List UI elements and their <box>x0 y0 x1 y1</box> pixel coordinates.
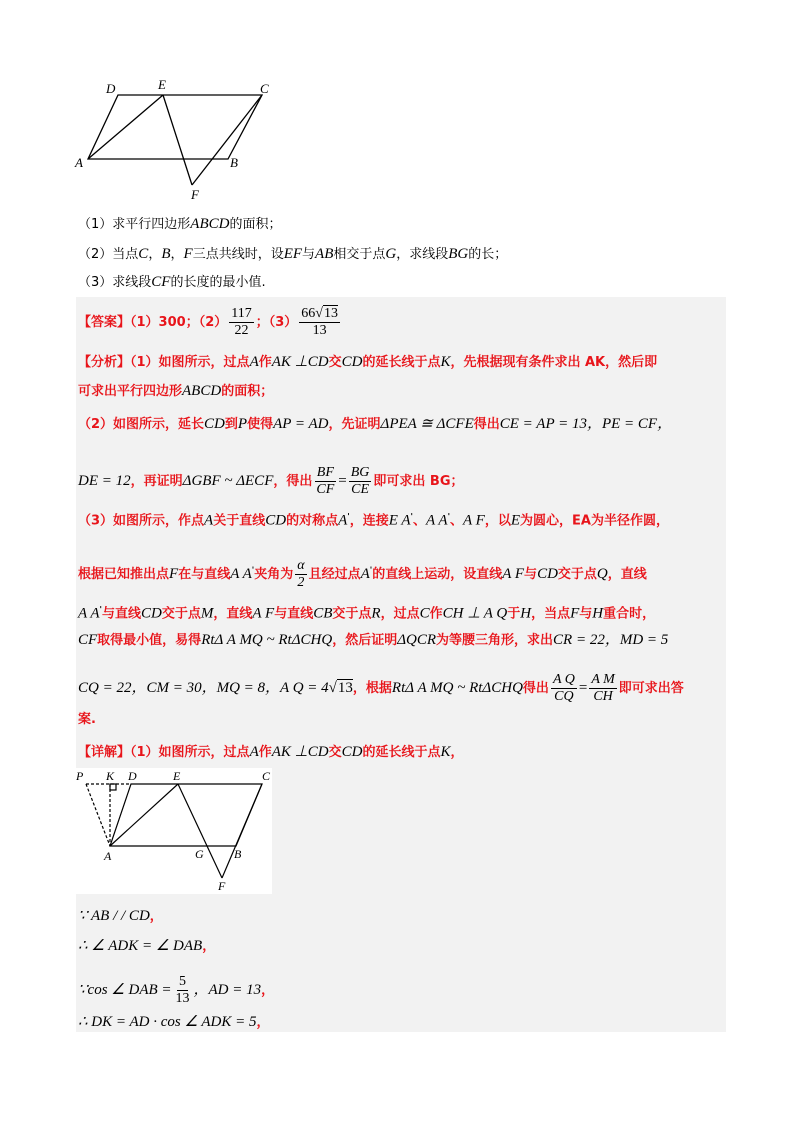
dashed-pa <box>86 784 110 846</box>
fraction-alpha-2: $\frac{\alpha}{2}$ <box>297 558 305 590</box>
analysis-line-1: 【分析】（1）如图所示，过点A作AK ⊥CD交CD的延长线于点K，先根据现有条件求出 AK，然后即 <box>78 354 658 370</box>
point-label-e2: E <box>173 769 181 783</box>
analysis-line-3: （2）如图所示，延长CD到P使得AP = AD，先证明ΔPEA ≅ ΔCFE得出CE = AP = 13，PE = CF， <box>78 416 673 432</box>
right-angle-mark <box>110 784 116 790</box>
question-2: （2）当点C，B，F三点共线时，设EF与AB相交于点G，求线段BG的长； <box>78 246 508 262</box>
question-3: （3）求线段CF的长度的最小值. <box>78 274 266 290</box>
question-1: （1）求平行四边形ABCD的面积； <box>78 216 282 232</box>
detail-step-3: ∵cos ∠ DAB = $\frac{5}{13}$ ，AD = 13， <box>78 974 275 1006</box>
analysis-line-4: DE = 12，再证明ΔGBF ~ ΔECF，得出 $\frac{BF}{CF}$ = $\frac{BG}{CE}$ 即可求出 BG； <box>78 465 464 497</box>
segment-fc <box>192 95 262 185</box>
point-label-g: G <box>195 847 204 861</box>
answer-fraction-3: $\frac{66√13}{13}$ <box>301 306 338 338</box>
solution-panel <box>76 297 726 1032</box>
point-label-a2: A <box>104 849 112 863</box>
segment-ef-2 <box>178 784 222 878</box>
point-label-b: B <box>230 155 238 170</box>
point-label-c: C <box>260 81 269 96</box>
fraction-am-ch: $\frac{\text{A M}}{CH}$ <box>591 672 615 704</box>
analysis-line-10: 案. <box>78 712 96 727</box>
point-label-f2: F <box>218 879 226 893</box>
detail-line-1: 【详解】（1）如图所示，过点A作AK ⊥CD交CD的延长线于点K， <box>78 744 464 760</box>
parallelogram-figure <box>70 75 280 205</box>
fraction-bg-ce: $\frac{BG}{CE}$ <box>350 465 370 497</box>
point-label-b2: B <box>234 847 242 861</box>
detail-step-4: ∴ DK = AD · cos ∠ ADK = 5， <box>78 1014 270 1030</box>
point-label-d2: D <box>128 769 137 783</box>
analysis-line-5: （3）如图所示，作点A关于直线CD的对称点A'，连接E A'、A A'、A F，以E为圆心，EA为半径作圆， <box>78 512 670 529</box>
point-label-d: D <box>106 81 116 96</box>
fraction-5-13: $\frac{5}{13}$ <box>175 974 190 1006</box>
detail-step-2: ∴ ∠ ADK = ∠ DAB， <box>78 938 216 954</box>
answer-fraction-2: $\frac{117}{22}$ <box>231 306 252 338</box>
segment-fc-2 <box>222 784 262 878</box>
fraction-bf-cf: $\frac{BF}{CF}$ <box>316 465 335 497</box>
analysis-line-6: 根据已知推出点F在与直线A A'夹角为 $\frac{\alpha}{2}$ 且经过点A'的直线上运动，设直线A F与CD交于点Q，直线 <box>78 558 647 590</box>
fraction-aq-cq: $\frac{\text{A Q}}{CQ}$ <box>552 672 575 704</box>
segment-ef <box>163 95 192 185</box>
point-label-e: E <box>158 77 166 92</box>
parallelogram-abcd <box>88 95 262 159</box>
detail-step-1: ∵ AB / / CD， <box>78 908 163 924</box>
construction-figure <box>76 768 272 894</box>
point-label-k: K <box>106 769 115 783</box>
point-label-p: P <box>76 769 84 783</box>
point-label-a: A <box>75 155 83 170</box>
analysis-line-2: 可求出平行四边形ABCD的面积； <box>78 383 274 399</box>
point-label-c2: C <box>262 769 271 783</box>
analysis-line-8: CF取得最小值，易得RtΔ A MQ ~ RtΔCHQ，然后证明ΔQCR为等腰三角形，求出CR = 22，MD = 5 <box>78 632 669 648</box>
analysis-line-9: CQ = 22，CM = 30，MQ = 8，A Q = 4√13，根据RtΔ A MQ ~ RtΔCHQ得出 $\frac{\text{A Q}}{CQ}$ = $\frac{\text{A M}}{CH}$ 即可求出答 <box>78 672 684 704</box>
segment-ae <box>88 95 163 159</box>
answer-line: 【答案】（1）300；（2） $\frac{117}{22}$ ；（3） $\frac{66√13}{13}$ <box>78 306 338 338</box>
point-label-f: F <box>191 187 199 202</box>
analysis-line-7: A A'与直线CD交于点M，直线A F与直线CB交于点R，过点C作CH ⊥ A Q于H，当点F与H重合时， <box>78 605 656 622</box>
